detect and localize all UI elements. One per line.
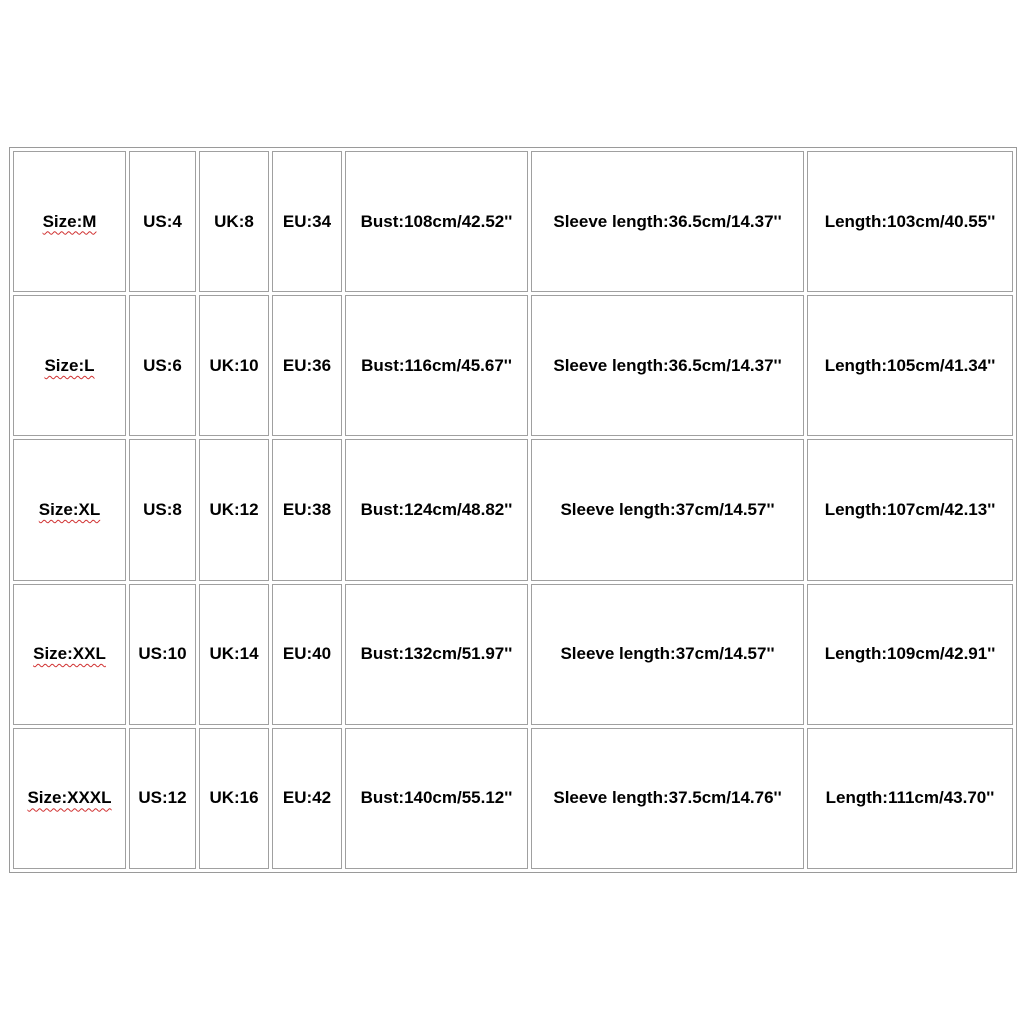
- uk-size-cell: UK:10: [199, 295, 269, 436]
- uk-size-cell: UK:8: [199, 151, 269, 292]
- us-size-cell: US:6: [129, 295, 196, 436]
- uk-size-cell: UK:16: [199, 728, 269, 869]
- eu-size-cell: EU:34: [272, 151, 342, 292]
- length-cell: Length:103cm/40.55'': [807, 151, 1013, 292]
- bust-cell: Bust:116cm/45.67'': [345, 295, 528, 436]
- us-size-cell: US:4: [129, 151, 196, 292]
- size-cell: [13, 295, 126, 436]
- length-cell: Length:109cm/42.91'': [807, 584, 1013, 725]
- bust-cell: Bust:140cm/55.12'': [345, 728, 528, 869]
- table-row: [13, 584, 1013, 725]
- eu-size-cell: EU:38: [272, 439, 342, 580]
- us-size-cell: US:8: [129, 439, 196, 580]
- table-row: [13, 439, 1013, 580]
- sleeve-length-cell: Sleeve length:36.5cm/14.37'': [531, 151, 804, 292]
- sleeve-length-cell: Sleeve length:36.5cm/14.37'': [531, 295, 804, 436]
- us-size-cell: US:12: [129, 728, 196, 869]
- uk-size-cell: UK:14: [199, 584, 269, 725]
- size-cell: [13, 151, 126, 292]
- size-chart-table: [9, 147, 1017, 873]
- bust-cell: Bust:132cm/51.97'': [345, 584, 528, 725]
- size-cell: [13, 728, 126, 869]
- us-size-cell: US:10: [129, 584, 196, 725]
- eu-size-cell: EU:40: [272, 584, 342, 725]
- size-label: Size:XL: [38, 499, 101, 519]
- table-row: [13, 728, 1013, 869]
- size-cell: [13, 439, 126, 580]
- size-label: Size:XXL: [33, 644, 106, 664]
- sleeve-length-cell: Sleeve length:37cm/14.57'': [531, 439, 804, 580]
- bust-cell: Bust:108cm/42.52'': [345, 151, 528, 292]
- size-cell: [13, 584, 126, 725]
- uk-size-cell: UK:12: [199, 439, 269, 580]
- length-cell: Length:111cm/43.70'': [807, 728, 1013, 869]
- sleeve-length-cell: Sleeve length:37cm/14.57'': [531, 584, 804, 725]
- sleeve-length-cell: Sleeve length:37.5cm/14.76'': [531, 728, 804, 869]
- length-cell: Length:107cm/42.13'': [807, 439, 1013, 580]
- eu-size-cell: EU:36: [272, 295, 342, 436]
- eu-size-cell: EU:42: [272, 728, 342, 869]
- table-row: [13, 295, 1013, 436]
- size-label: Size:XXXL: [27, 788, 112, 808]
- table-row: [13, 151, 1013, 292]
- bust-cell: Bust:124cm/48.82'': [345, 439, 528, 580]
- size-label: Size:L: [44, 355, 95, 375]
- size-label: Size:M: [42, 211, 97, 231]
- length-cell: Length:105cm/41.34'': [807, 295, 1013, 436]
